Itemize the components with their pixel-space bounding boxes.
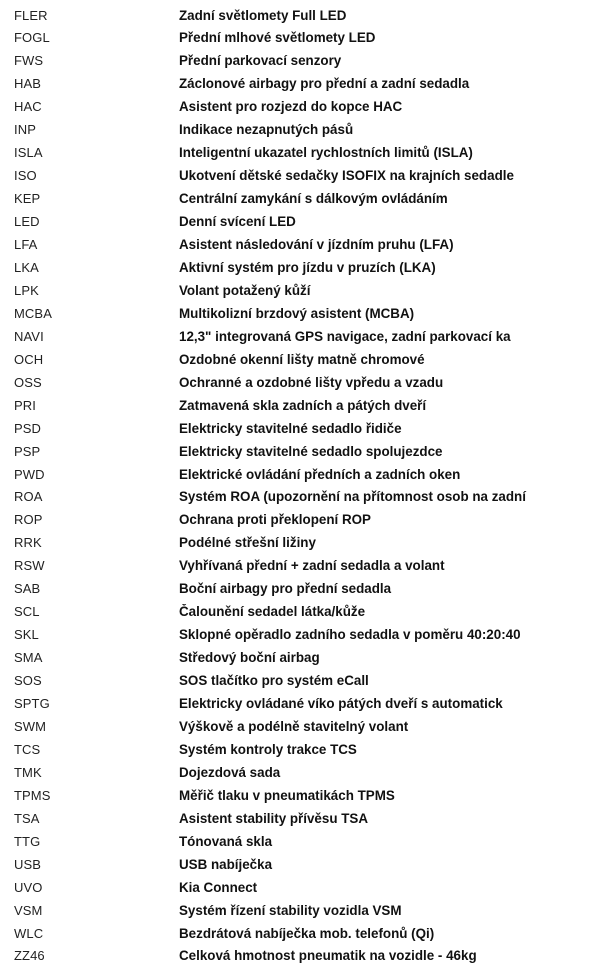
option-code: FOGL bbox=[14, 30, 50, 46]
list-item bbox=[0, 876, 600, 898]
option-code: FLER bbox=[14, 7, 48, 23]
option-code: HAB bbox=[14, 76, 42, 92]
option-code: SMA bbox=[14, 650, 43, 666]
option-code: LPK bbox=[14, 282, 39, 298]
option-description: Elektricky ovládané víko pátých dveří s automatick bbox=[179, 696, 503, 711]
option-description: Zadní světlomety Full LED bbox=[179, 7, 347, 23]
option-code: MCBA bbox=[14, 305, 52, 321]
list-item bbox=[0, 165, 600, 187]
option-description: Záclonové airbagy pro přední a zadní sedadla bbox=[179, 76, 470, 92]
list-item bbox=[0, 509, 600, 531]
list-item bbox=[0, 234, 600, 256]
list-item bbox=[0, 211, 600, 233]
option-description: Ukotvení dětské sedačky ISOFIX na krajních sedadle bbox=[179, 168, 514, 184]
option-code: SOS bbox=[14, 673, 42, 689]
list-item bbox=[0, 394, 600, 416]
option-description: Centrální zamykání s dálkovým ovládáním bbox=[179, 191, 448, 207]
option-code: SKL bbox=[14, 627, 39, 643]
option-code: SCL bbox=[14, 604, 40, 620]
list-item bbox=[0, 670, 600, 692]
option-code: SPTG bbox=[14, 696, 50, 711]
option-description: Bezdrátová nabíječka mob. telefonů (Qi) bbox=[179, 925, 435, 941]
option-code: PSP bbox=[14, 443, 41, 459]
option-code: INP bbox=[14, 122, 36, 138]
list-item bbox=[0, 532, 600, 554]
option-code: FWS bbox=[14, 53, 44, 69]
option-code: ISLA bbox=[14, 145, 43, 161]
option-code: ISO bbox=[14, 168, 37, 184]
option-description: Přední parkovací senzory bbox=[179, 53, 342, 69]
option-description: Zatmavená skla zadních a pátých dveří bbox=[179, 397, 427, 413]
list-item bbox=[0, 899, 600, 921]
option-code: PWD bbox=[14, 466, 45, 482]
list-item bbox=[0, 348, 600, 370]
option-code: ZZ46 bbox=[14, 948, 45, 964]
option-description: Ozdobné okenní lišty matně chromové bbox=[179, 351, 425, 367]
option-description: Podélné střešní ližiny bbox=[179, 535, 316, 551]
option-description: Elektricky stavitelné sedadlo spolujezdce bbox=[179, 443, 443, 459]
option-description: Inteligentní ukazatel rychlostních limitů (ISLA) bbox=[179, 145, 473, 161]
list-item bbox=[0, 417, 600, 439]
option-description: SOS tlačítko pro systém eCall bbox=[179, 673, 369, 689]
option-code: RRK bbox=[14, 535, 42, 551]
option-code: PSD bbox=[14, 420, 42, 436]
option-description: Ochrana proti překlopení ROP bbox=[179, 512, 371, 528]
option-description: Indikace nezapnutých pásů bbox=[179, 122, 354, 138]
list-item bbox=[0, 601, 600, 623]
option-description: Asistent pro rozjezd do kopce HAC bbox=[179, 99, 403, 115]
list-item bbox=[0, 4, 600, 26]
option-code: LFA bbox=[14, 237, 38, 252]
option-description: Systém kontroly trakce TCS bbox=[179, 741, 357, 757]
list-item bbox=[0, 73, 600, 95]
list-item bbox=[0, 830, 600, 852]
list-item bbox=[0, 555, 600, 577]
list-item bbox=[0, 50, 600, 72]
list-item bbox=[0, 27, 600, 49]
list-item bbox=[0, 96, 600, 118]
option-description: Systém řízení stability vozidla VSM bbox=[179, 902, 402, 918]
list-item bbox=[0, 256, 600, 278]
option-description: Boční airbagy pro přední sedadla bbox=[179, 581, 392, 597]
option-code: TCS bbox=[14, 741, 41, 757]
option-code: OSS bbox=[14, 374, 42, 390]
option-code: VSM bbox=[14, 902, 43, 918]
option-description: Asistent následování v jízdním pruhu (LFA) bbox=[179, 237, 454, 252]
list-item bbox=[0, 119, 600, 141]
option-code: WLC bbox=[14, 925, 44, 941]
option-code: LED bbox=[14, 214, 40, 230]
option-code: TPMS bbox=[14, 787, 51, 803]
list-item bbox=[0, 693, 600, 715]
option-description: 12,3" integrovaná GPS navigace, zadní parkovací ka bbox=[179, 328, 511, 344]
list-item bbox=[0, 853, 600, 875]
option-code: RSW bbox=[14, 558, 45, 574]
option-description: Multikolizní brzdový asistent (MCBA) bbox=[179, 305, 415, 321]
option-description: Středový boční airbag bbox=[179, 650, 320, 666]
option-code: OCH bbox=[14, 351, 44, 367]
list-item bbox=[0, 761, 600, 783]
list-item bbox=[0, 325, 600, 347]
list-item bbox=[0, 142, 600, 164]
option-description: Aktivní systém pro jízdu v pruzích (LKA) bbox=[179, 259, 436, 275]
option-code: HAC bbox=[14, 99, 42, 115]
option-description: Měřič tlaku v pneumatikách TPMS bbox=[179, 787, 395, 803]
option-description: Celková hmotnost pneumatik na vozidle - 46kg bbox=[179, 948, 477, 964]
option-description: Vyhřívaná přední + zadní sedadla a volant bbox=[179, 558, 445, 574]
option-description: Dojezdová sada bbox=[179, 764, 281, 780]
list-item bbox=[0, 945, 600, 967]
list-item bbox=[0, 440, 600, 462]
option-description: Výškově a podélně stavitelný volant bbox=[179, 718, 409, 734]
list-item bbox=[0, 738, 600, 760]
option-description: Volant potažený kůží bbox=[179, 282, 311, 298]
option-description: Denní svícení LED bbox=[179, 214, 296, 230]
list-item bbox=[0, 922, 600, 944]
list-item bbox=[0, 784, 600, 806]
option-description: Sklopné opěradlo zadního sedadla v poměru 40:20:40 bbox=[179, 627, 521, 643]
option-code: TSA bbox=[14, 810, 40, 826]
list-item bbox=[0, 715, 600, 737]
option-description: Tónovaná skla bbox=[179, 833, 273, 849]
option-description: Čalounění sedadel látka/kůže bbox=[179, 604, 366, 620]
option-description: Ochranné a ozdobné lišty vpředu a vzadu bbox=[179, 374, 444, 390]
option-description: Systém ROA (upozornění na přítomnost osob na zadní bbox=[179, 489, 526, 505]
option-code: NAVI bbox=[14, 328, 44, 344]
option-description: Přední mlhové světlomety LED bbox=[179, 30, 376, 46]
option-code: TTG bbox=[14, 833, 41, 849]
list-item bbox=[0, 463, 600, 485]
option-description: Elektricky stavitelné sedadlo řidiče bbox=[179, 420, 402, 436]
option-description: Elektrické ovládání předních a zadních oken bbox=[179, 466, 461, 482]
option-code: SWM bbox=[14, 718, 47, 734]
list-item bbox=[0, 302, 600, 324]
list-item bbox=[0, 578, 600, 600]
option-code: TMK bbox=[14, 764, 42, 780]
list-item bbox=[0, 807, 600, 829]
option-code: LKA bbox=[14, 259, 39, 275]
option-code: KEP bbox=[14, 191, 41, 207]
list-item bbox=[0, 371, 600, 393]
list-item bbox=[0, 188, 600, 210]
list-item bbox=[0, 279, 600, 301]
option-code: UVO bbox=[14, 879, 43, 895]
list-item bbox=[0, 486, 600, 508]
list-item bbox=[0, 624, 600, 646]
option-code: SAB bbox=[14, 581, 41, 597]
option-code: ROA bbox=[14, 489, 43, 505]
option-description: USB nabíječka bbox=[179, 856, 273, 872]
option-description: Asistent stability přívěsu TSA bbox=[179, 810, 369, 826]
list-item bbox=[0, 647, 600, 669]
option-code: ROP bbox=[14, 512, 43, 528]
option-code: USB bbox=[14, 856, 42, 872]
option-code: PRI bbox=[14, 397, 36, 413]
option-description: Kia Connect bbox=[179, 879, 258, 895]
